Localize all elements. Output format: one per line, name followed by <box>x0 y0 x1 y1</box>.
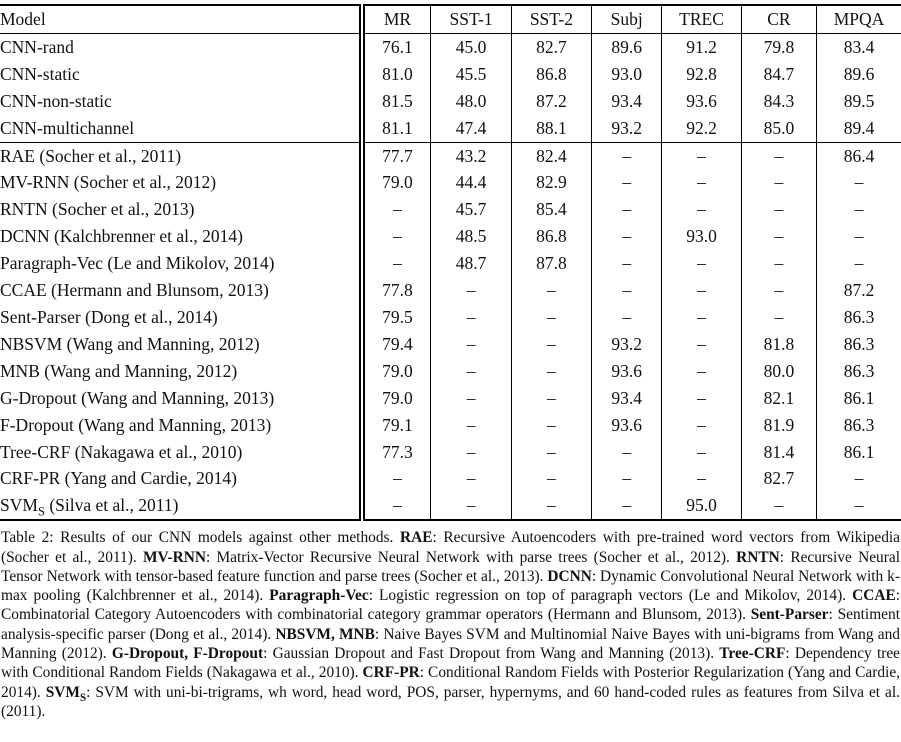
text-segment: S <box>79 691 87 704</box>
value-cell: – <box>741 142 816 169</box>
table-row <box>0 250 901 277</box>
value-cell: 81.9 <box>741 412 816 439</box>
value-cell: – <box>431 358 511 385</box>
column-header-mr: MR <box>383 9 412 29</box>
value-cell: 86.3 <box>817 412 901 439</box>
table-row <box>0 142 901 169</box>
value-cell: – <box>592 223 662 250</box>
value-cell: 93.2 <box>592 331 662 358</box>
text-segment: Paragraph-Vec (Le and Mikolov, 2014) <box>0 253 275 274</box>
value-cell: 79.8 <box>741 33 816 60</box>
model-cell <box>0 196 362 223</box>
value-cell: 87.2 <box>817 277 901 304</box>
value-cell: 83.4 <box>817 33 901 60</box>
value-cell: – <box>393 495 402 516</box>
text-segment: RAE <box>400 529 433 547</box>
text-segment: : Naive Bayes SVM and Multinomial Naive Bayes with uni-bigrams from Wang and Manning (2012). <box>1 625 900 662</box>
column-header-sst-2: SST-2 <box>511 5 591 33</box>
value-cell: 93.4 <box>592 88 662 115</box>
value-cell: 45.5 <box>431 61 511 88</box>
value-cell: 89.5 <box>817 88 901 115</box>
table-row <box>0 277 901 304</box>
model-cell <box>0 169 362 196</box>
text-segment: (Silva et al., 2011) <box>44 495 179 516</box>
value-cell: – <box>431 277 511 304</box>
value-cell: 93.6 <box>592 412 662 439</box>
text-segment: : Matrix-Vector Recursive Neural Network with parse trees (Socher et al., 2012). <box>205 548 737 566</box>
text-segment: RNTN <box>736 548 780 566</box>
table-row <box>0 492 901 520</box>
text-segment: CNN-static <box>0 63 80 84</box>
text-segment: : Combinatorial Category Autoencoders with combinatorial category grammar operators (Hermann and Blunsom, 2013). <box>1 587 901 624</box>
text-segment: : Gaussian Dropout and Fast Dropout from Wang and Manning (2013). <box>263 645 720 662</box>
model-cell <box>0 88 362 115</box>
table-row <box>0 385 901 412</box>
value-cell: – <box>662 196 741 223</box>
value-cell: 89.6 <box>592 33 662 60</box>
text-segment: Sent-Parser <box>750 606 829 624</box>
value-cell: 95.0 <box>662 492 741 520</box>
value-cell: – <box>741 304 816 331</box>
column-header-trec: TREC <box>662 5 741 33</box>
value-cell: – <box>592 492 662 520</box>
value-cell: – <box>662 304 741 331</box>
text-segment: : Logistic regression on top of paragraph vectors (Le and Mikolov, 2014). <box>368 587 853 605</box>
value-cell: – <box>511 331 591 358</box>
value-cell: 81.8 <box>741 331 816 358</box>
value-cell: – <box>662 250 741 277</box>
text-segment: G-Dropout, F-Dropout <box>111 645 264 662</box>
text-segment: MV-RNN <box>142 548 206 566</box>
value-cell: – <box>393 468 402 489</box>
value-cell: 87.8 <box>511 250 591 277</box>
value-cell: – <box>662 385 741 412</box>
text-segment: SVM <box>45 683 80 701</box>
value-cell: 82.7 <box>741 465 816 492</box>
text-segment: G-Dropout (Wang and Manning, 2013) <box>0 387 275 408</box>
text-segment: : Dynamic Convolutional Neural Network with k-max pooling (Kalchbrenner et al., 2014). <box>1 567 900 605</box>
value-cell: 87.2 <box>511 88 591 115</box>
value-cell: 86.1 <box>817 385 901 412</box>
value-cell: – <box>817 492 901 520</box>
value-cell: 89.6 <box>817 61 901 88</box>
value-cell: – <box>741 277 816 304</box>
value-cell: 93.4 <box>592 385 662 412</box>
column-header-mpqa: MPQA <box>817 5 901 33</box>
value-cell: 48.5 <box>431 223 511 250</box>
model-cell <box>0 142 362 169</box>
model-cell <box>0 61 362 88</box>
value-cell: – <box>662 465 741 492</box>
value-cell: – <box>592 439 662 466</box>
text-segment: F-Dropout (Wang and Manning, 2013) <box>0 414 272 435</box>
value-cell: – <box>741 250 816 277</box>
value-cell: – <box>511 439 591 466</box>
value-cell: 84.7 <box>741 61 816 88</box>
value-cell: 93.6 <box>592 358 662 385</box>
value-cell: 48.0 <box>431 88 511 115</box>
text-segment: : SVM with uni-bi-trigrams, wh word, head word, POS, parser, hypernyms, and 60 hand-coded rules as features from Silva et al. (2011). <box>1 683 900 720</box>
value-cell: 81.0 <box>382 63 413 84</box>
text-segment: : Conditional Random Fields with Posterior Regularization (Yang and Cardie, 2014). <box>1 664 900 701</box>
text-segment: : Recursive Autoencoders with pre-trained word vectors from Wikipedia (Socher et al., 2011). <box>1 529 900 566</box>
value-cell: 79.1 <box>382 414 413 435</box>
text-segment: S <box>37 504 45 519</box>
value-cell: – <box>393 253 402 274</box>
value-cell: 82.4 <box>511 142 591 169</box>
value-cell: 86.4 <box>817 142 901 169</box>
value-cell: 79.4 <box>382 333 413 354</box>
value-cell: 82.7 <box>511 33 591 60</box>
value-cell: – <box>817 465 901 492</box>
value-cell: – <box>817 169 901 196</box>
model-cell <box>0 358 362 385</box>
table-row <box>0 304 901 331</box>
header-row <box>0 5 901 33</box>
text-segment: CNN-multichannel <box>0 117 135 138</box>
value-cell: 44.4 <box>431 169 511 196</box>
text-segment: Paragraph-Vec <box>269 587 369 605</box>
table-row <box>0 33 901 60</box>
value-cell: 84.3 <box>741 88 816 115</box>
value-cell: – <box>431 412 511 439</box>
value-cell: – <box>662 331 741 358</box>
value-cell: – <box>662 439 741 466</box>
value-cell: 86.3 <box>817 358 901 385</box>
value-cell: 93.2 <box>592 115 662 142</box>
value-cell: 92.8 <box>662 61 741 88</box>
value-cell: – <box>511 465 591 492</box>
table-row <box>0 358 901 385</box>
model-cell <box>0 492 362 520</box>
baseline-models-group <box>0 142 901 520</box>
text-segment: : Dependency tree with Conditional Random Fields (Nakagawa et al., 2010). <box>1 645 901 682</box>
value-cell: 93.0 <box>662 223 741 250</box>
value-cell: – <box>817 223 901 250</box>
value-cell: – <box>592 304 662 331</box>
text-segment: Sent-Parser (Dong et al., 2014) <box>0 306 218 327</box>
value-cell: – <box>431 331 511 358</box>
text-segment: CNN-rand <box>0 36 74 57</box>
value-cell: – <box>511 412 591 439</box>
text-segment: RAE (Socher et al., 2011) <box>0 145 182 166</box>
value-cell: – <box>741 196 816 223</box>
text-segment: CNN-non-static <box>0 90 112 111</box>
value-cell: 88.1 <box>511 115 591 142</box>
text-segment: SVM <box>0 495 38 516</box>
value-cell: – <box>741 223 816 250</box>
value-cell: 86.8 <box>511 223 591 250</box>
text-segment: CCAE (Hermann and Blunsom, 2013) <box>0 280 269 301</box>
model-cell <box>0 115 362 142</box>
column-header-subj: Subj <box>592 5 662 33</box>
value-cell: 85.4 <box>511 196 591 223</box>
value-cell: 76.1 <box>382 36 413 57</box>
text-segment: DCNN <box>547 567 592 585</box>
value-cell: – <box>592 169 662 196</box>
value-cell: 82.1 <box>741 385 816 412</box>
text-segment: NBSVM, MNB <box>275 625 375 643</box>
model-cell <box>0 331 362 358</box>
value-cell: 79.5 <box>382 306 413 327</box>
table-caption <box>1 528 900 721</box>
text-segment: Tree-CRF (Nakagawa et al., 2010) <box>0 441 243 462</box>
text-segment: CCAE <box>852 587 896 605</box>
value-cell: – <box>511 304 591 331</box>
value-cell: 82.9 <box>511 169 591 196</box>
value-cell: 86.1 <box>817 439 901 466</box>
table-header <box>0 5 901 33</box>
value-cell: – <box>662 358 741 385</box>
value-cell: 79.0 <box>382 360 413 381</box>
value-cell: – <box>393 199 402 220</box>
value-cell: – <box>662 142 741 169</box>
results-table <box>0 4 901 521</box>
text-segment: Tree-CRF <box>719 645 786 662</box>
text-segment: CRF-PR (Yang and Cardie, 2014) <box>0 468 237 489</box>
value-cell: 81.4 <box>741 439 816 466</box>
value-cell: 45.7 <box>431 196 511 223</box>
value-cell: – <box>592 250 662 277</box>
value-cell: – <box>431 304 511 331</box>
value-cell: – <box>511 385 591 412</box>
text-segment: : Sentiment analysis-specific parser (Dong et al., 2014). <box>1 606 900 643</box>
value-cell: – <box>592 196 662 223</box>
value-cell: 91.2 <box>662 33 741 60</box>
text-segment: Table 2: Results of our CNN models against other methods. <box>1 529 400 547</box>
value-cell: – <box>662 169 741 196</box>
text-segment: RNTN (Socher et al., 2013) <box>0 199 195 220</box>
column-header-sst-1: SST-1 <box>431 5 511 33</box>
value-cell: – <box>431 465 511 492</box>
value-cell: 47.4 <box>431 115 511 142</box>
model-cell <box>0 223 362 250</box>
value-cell: – <box>662 277 741 304</box>
value-cell: – <box>511 358 591 385</box>
value-cell: – <box>817 196 901 223</box>
value-cell: 77.8 <box>382 280 413 301</box>
value-cell: 89.4 <box>817 115 901 142</box>
value-cell: 77.3 <box>382 441 413 462</box>
model-cell <box>0 277 362 304</box>
value-cell: 81.1 <box>382 117 413 138</box>
table-row <box>0 88 901 115</box>
value-cell: – <box>741 492 816 520</box>
text-segment: DCNN (Kalchbrenner et al., 2014) <box>0 226 243 247</box>
value-cell: 79.0 <box>382 172 413 193</box>
value-cell: – <box>511 277 591 304</box>
table-row <box>0 331 901 358</box>
value-cell: 79.0 <box>382 387 413 408</box>
model-cell <box>0 250 362 277</box>
value-cell: 43.2 <box>431 142 511 169</box>
value-cell: 45.0 <box>431 33 511 60</box>
text-segment: : Recursive Neural Tensor Network with tensor-based feature function and parse trees (Socher et al., 2013). <box>1 548 900 585</box>
text-segment: CRF-PR <box>362 664 420 682</box>
table-row <box>0 169 901 196</box>
table-row <box>0 115 901 142</box>
value-cell: – <box>592 465 662 492</box>
value-cell: – <box>592 277 662 304</box>
value-cell: 85.0 <box>741 115 816 142</box>
cnn-models-group <box>0 33 901 142</box>
table-row <box>0 439 901 466</box>
value-cell: 80.0 <box>741 358 816 385</box>
model-cell <box>0 465 362 492</box>
value-cell: – <box>817 250 901 277</box>
value-cell: – <box>431 492 511 520</box>
value-cell: 86.3 <box>817 304 901 331</box>
model-cell <box>0 412 362 439</box>
value-cell: 92.2 <box>662 115 741 142</box>
table-row <box>0 196 901 223</box>
column-header-model: Model <box>0 5 362 33</box>
value-cell: 81.5 <box>382 90 413 111</box>
model-cell <box>0 439 362 466</box>
value-cell: – <box>662 412 741 439</box>
table-row <box>0 223 901 250</box>
table-row <box>0 61 901 88</box>
text-segment: MV-RNN (Socher et al., 2012) <box>0 172 217 193</box>
text-segment: NBSVM (Wang and Manning, 2012) <box>0 333 260 354</box>
model-cell <box>0 33 362 60</box>
value-cell: 48.7 <box>431 250 511 277</box>
value-cell: 77.7 <box>362 142 431 169</box>
value-cell: – <box>431 385 511 412</box>
model-cell <box>0 385 362 412</box>
value-cell: 93.6 <box>662 88 741 115</box>
value-cell: – <box>741 169 816 196</box>
value-cell: – <box>592 142 662 169</box>
text-segment: MNB (Wang and Manning, 2012) <box>0 360 238 381</box>
value-cell: 86.3 <box>817 331 901 358</box>
column-header-cr: CR <box>741 5 816 33</box>
value-cell: – <box>511 492 591 520</box>
value-cell: – <box>431 439 511 466</box>
model-cell <box>0 304 362 331</box>
value-cell: – <box>393 226 402 247</box>
table-row <box>0 412 901 439</box>
table-row <box>0 465 901 492</box>
value-cell: 93.0 <box>592 61 662 88</box>
value-cell: 86.8 <box>511 61 591 88</box>
